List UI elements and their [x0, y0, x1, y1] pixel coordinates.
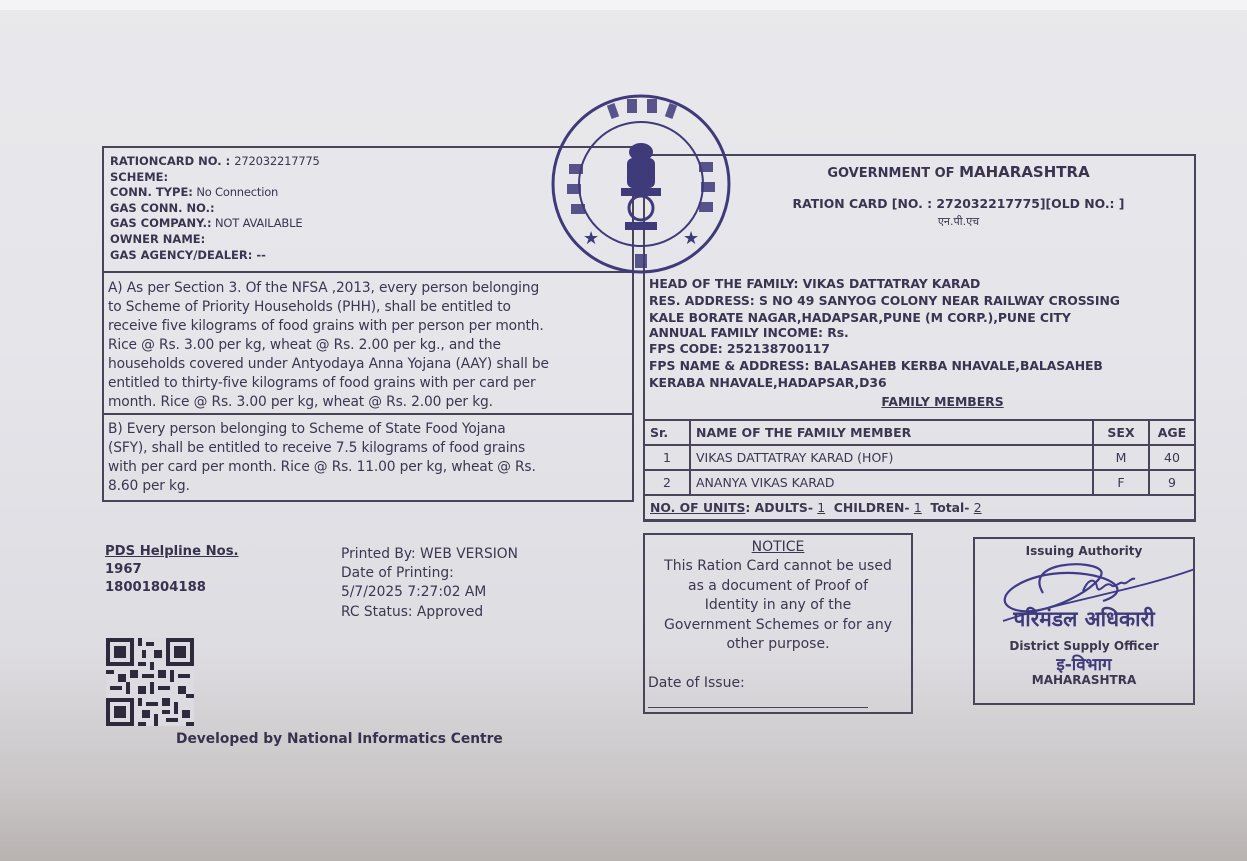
nfsa-entitlement-paragraph — [108, 279, 632, 412]
table-header-row — [644, 420, 1195, 445]
issuing-state: MAHARASHTRA — [1031, 673, 1137, 687]
table-row — [644, 445, 1195, 470]
member-name: VIKAS DATTATRAY KARAD (HOF) — [690, 445, 1093, 470]
total-label: Total- — [921, 500, 974, 515]
gov-state: MAHARASHTRA — [959, 163, 1090, 181]
member-name: ANANYA VIKAS KARAD — [690, 470, 1093, 495]
card-type: एन.पी.एच — [937, 215, 980, 228]
qr-code-icon — [106, 638, 194, 726]
member-age: 9 — [1149, 470, 1195, 495]
notice-body — [645, 557, 911, 655]
fps-code: FPS CODE: 252138700117 — [649, 341, 830, 356]
date-of-printing-value: 5/7/2025 7:27:02 AM — [341, 584, 487, 601]
notice-box — [643, 533, 913, 714]
notice-title: NOTICE — [751, 539, 805, 555]
rationcard-number: 272032217775 — [234, 154, 320, 168]
gas-details — [110, 154, 320, 263]
date-of-issue-line — [648, 707, 868, 708]
printed-by: Printed By: WEB VERSION — [341, 546, 518, 562]
notice-line: Government Schemes or for any — [663, 616, 893, 633]
conn-type-label: CONN. TYPE: — [110, 185, 193, 200]
table-row — [644, 470, 1195, 495]
header-sr: Sr. — [644, 420, 690, 445]
issuing-division: इ-विभाग — [1056, 655, 1112, 675]
header-sex: SEX — [1093, 420, 1149, 445]
para-line: 8.60 per kg. — [108, 478, 190, 494]
para-line: Rice @ Rs. 3.00 per kg, wheat @ Rs. 2.00 per kg., and the — [108, 337, 501, 353]
member-sex: F — [1093, 470, 1149, 495]
notice-line: other purpose. — [726, 636, 830, 652]
para-line: month. Rice @ Rs. 3.00 per kg, wheat @ Rs. 2.00 per kg. — [108, 394, 493, 410]
issuing-authority-title: Issuing Authority — [1025, 544, 1143, 558]
para-line: to Scheme of Priority Households (PHH), shall be entitled to — [108, 299, 511, 315]
svg-text:★: ★ — [683, 228, 700, 249]
adults-label: : ADULTS- — [745, 500, 818, 515]
date-of-issue-label: Date of Issue: — [648, 675, 745, 691]
issuing-hindi-title: परिमंडल अधिकारी — [1013, 607, 1155, 631]
notice-line: Identity in any of the — [704, 597, 852, 613]
member-age: 40 — [1149, 445, 1195, 470]
divider — [104, 413, 632, 415]
children-label: CHILDREN- — [825, 500, 914, 515]
helpline-block — [105, 543, 239, 597]
header-name: NAME OF THE FAMILY MEMBER — [690, 420, 1093, 445]
district-supply-officer: District Supply Officer — [1009, 639, 1159, 653]
total-count: 2 — [973, 500, 982, 515]
units-row — [644, 495, 1195, 520]
helpline-title: PDS Helpline Nos. — [105, 544, 239, 559]
para-line: with per card per month. Rice @ Rs. 11.00 per kg, wheat @ Rs. — [108, 459, 536, 475]
notice-line: This Ration Card cannot be used — [664, 558, 892, 574]
para-line: receive five kilograms of food grains with per person per month. — [108, 318, 544, 334]
print-info — [341, 545, 518, 622]
adults-count: 1 — [817, 500, 826, 515]
family-members-table — [643, 419, 1196, 521]
gas-company-value: NOT AVAILABLE — [211, 216, 303, 231]
para-line: entitled to thirty-five kilograms of food grains with per card per — [108, 375, 536, 391]
fps-name-line-2: KERABA NHAVALE,HADAPSAR,D36 — [649, 375, 887, 390]
fps-name-line-1: FPS NAME & ADDRESS: BALASAHEB KERBA NHAVALE,BALASAHEB — [649, 358, 1103, 373]
conn-type-value: No Connection — [192, 185, 279, 200]
para-line: A) As per Section 3. Of the NFSA ,2013, every person belonging — [108, 280, 540, 296]
annual-income: ANNUAL FAMILY INCOME: Rs. — [649, 325, 849, 340]
children-count: 1 — [913, 500, 922, 515]
header-age: AGE — [1149, 420, 1195, 445]
units-summary — [644, 495, 1195, 520]
gas-agency-label: GAS AGENCY/DEALER: -- — [110, 247, 266, 262]
units-label: NO. OF UNITS — [650, 500, 746, 515]
member-sr: 2 — [644, 470, 690, 495]
photo-top-edge — [0, 0, 1247, 10]
svg-text:★: ★ — [583, 228, 600, 249]
developed-by-footer: Developed by National Informatics Centre — [176, 731, 503, 747]
ration-card-number-line: RATION CARD [NO. : 272032217775][OLD NO.: ] — [792, 196, 1125, 211]
notice-line: as a document of Proof of — [687, 577, 869, 594]
member-sex: M — [1093, 445, 1149, 470]
date-of-printing-label: Date of Printing: — [341, 565, 454, 582]
issuing-authority-box — [973, 537, 1195, 705]
family-members-title: FAMILY MEMBERS — [881, 394, 1004, 409]
para-line: households covered under Antyodaya Anna Yojana (AAY) shall be — [108, 356, 549, 372]
scheme-label: SCHEME: — [110, 169, 169, 184]
owner-name-label: OWNER NAME: — [110, 231, 206, 246]
sfy-entitlement-paragraph — [108, 420, 632, 496]
helpline-number: 1967 — [105, 562, 142, 577]
para-line: (SFY), shall be entitled to receive 7.5 kilograms of food grains — [108, 440, 526, 456]
office-stamp-icon — [549, 92, 733, 276]
rc-status: RC Status: Approved — [341, 603, 484, 620]
gas-company-label: GAS COMPANY.: — [110, 216, 212, 231]
gas-conn-no-label: GAS CONN. NO.: — [110, 200, 215, 215]
gov-prefix: GOVERNMENT OF — [827, 166, 960, 181]
head-of-family: HEAD OF THE FAMILY: VIKAS DATTATRAY KARAD — [649, 276, 981, 291]
member-sr: 1 — [644, 445, 690, 470]
rationcard-label: RATIONCARD NO. : — [110, 154, 235, 168]
address-line-1: RES. ADDRESS: S NO 49 SANYOG COLONY NEAR RAILWAY CROSSING — [649, 293, 1120, 308]
address-line-2: KALE BORATE NAGAR,HADAPSAR,PUNE (M CORP.),PUNE CITY — [649, 310, 1071, 325]
helpline-number: 18001804188 — [105, 580, 206, 595]
para-line: B) Every person belonging to Scheme of State Food Yojana — [108, 421, 506, 437]
